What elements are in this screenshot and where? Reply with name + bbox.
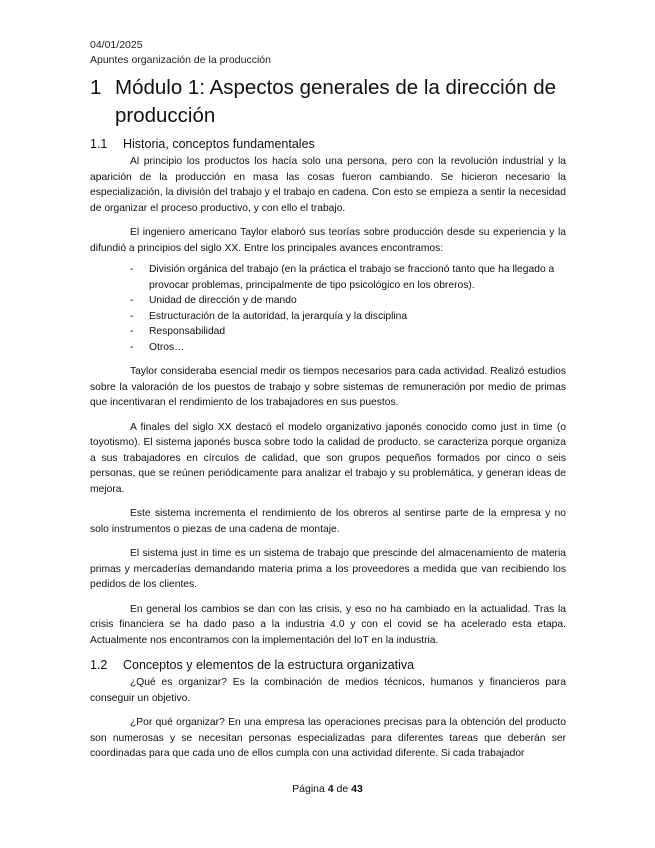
bullet-list — [90, 262, 566, 355]
dash-bullet-icon: - — [130, 310, 134, 322]
footer-label: Página — [292, 783, 325, 795]
paragraph: El ingeniero americano Taylor elaboró sus teorías sobre producción desde su experiencia y la difundió a principios del siglo XX. Entre los principales avances encontramos: — [90, 227, 566, 254]
section-1-2-heading — [90, 657, 566, 673]
section-1-2-title: Conceptos y elementos de la estructura organizativa — [123, 658, 415, 672]
section-1-heading — [90, 74, 566, 130]
header-title: Apuntes organización de la producción — [90, 54, 271, 66]
paragraph: A finales del siglo XX destacó el modelo organizativo japonés conocido como just in time (o toyotismo). El sistema japonés busca sobre todo la calidad de producto. se caracteriza porque organiza a sus trabajadores en círculos de calidad, que son grupos pequeños formados por cinco o seis personas, que se reúnen periódicamente para analizar el trabajo y su problemática, y generan ideas de mejora. — [90, 421, 566, 495]
footer-total-pages: 43 — [351, 783, 363, 795]
dash-bullet-icon: - — [130, 341, 134, 353]
dash-bullet-icon: - — [130, 295, 134, 306]
footer-current-page: 4 — [327, 783, 334, 795]
section-1-title: Módulo 1: Aspectos generales de la dirección de producción — [115, 76, 557, 127]
list-item: - División orgánica del trabajo (en la práctica el trabajo se fraccionó tanto que ha llegado a provocar problemas, principalmente de tipo psicológico en los obreros). — [130, 264, 555, 291]
paragraph: En general los cambios se dan con las crisis, y eso no ha cambiado en la actualidad. Tras la crisis financiera se ha dado paso a la industria 4.0 y con el covid se ha acelerado esta etapa. Actualmente nos encontramos con la implementación del IoT en la industria. — [90, 603, 566, 646]
page-content — [90, 74, 566, 771]
paragraph: Este sistema incrementa el rendimiento de los obreros al sentirse parte de la empresa y no solo instrumentos o piezas de una cadena de montaje. — [90, 508, 566, 535]
paragraph: Taylor consideraba esencial medir os tiempos necesarios para cada actividad. Realizó estudios sobre la valoración de los puestos de trabajo y sobre sistemas de remuneración por medio de primas que incentivaran el rendimiento de los trabajadores en sus puestos. — [90, 366, 566, 408]
list-item: - Responsabilidad — [90, 324, 566, 340]
page-header — [90, 38, 271, 68]
section-1-2-number: 1.2 — [90, 658, 108, 672]
paragraph: ¿Qué es organizar? Es la combinación de medios técnicos, humanos y financieros para conseguir un objetivo. — [90, 677, 566, 704]
section-1-1-heading — [90, 136, 566, 152]
section-1-1-title: Historia, conceptos fundamentales — [123, 137, 315, 151]
paragraph: El sistema just in time es un sistema de trabajo que prescinde del almacenamiento de materia primas y mercaderías demandando materia prima a los proveedores a medida que van recibiendo los pedidos de los clientes. — [90, 548, 566, 590]
list-item: - Otros… — [90, 340, 566, 356]
page-footer — [0, 783, 655, 795]
list-item: - Unidad de dirección y de mando — [90, 293, 566, 309]
list-item: - Estructuración de la autoridad, la jerarquía y la disciplina — [90, 309, 566, 325]
paragraph: ¿Por qué organizar? En una empresa las operaciones precisas para la obtención del producto son numerosas y se necesitan personas especializadas para diferentes tareas que deberán ser coordinadas para que cada uno de ellos cumpla con una actividad diferente. Si cada trabajador — [90, 717, 566, 759]
section-1-1-number: 1.1 — [90, 137, 108, 151]
section-1-number: 1 — [90, 76, 102, 99]
dash-bullet-icon: - — [130, 264, 134, 275]
dash-bullet-icon: - — [130, 326, 134, 337]
footer-of: de — [336, 783, 349, 795]
paragraph: Al principio los productos los hacía solo una persona, pero con la revolución industrial y la aparición de la producción en masa las cosas fueron cambiando. Se hicieron necesario la especialización, la división del trabajo y el trabajo en cadena. Con esto se empieza a sentir la necesidad de organizar el proceso productivo, y con ello el trabajo. — [90, 156, 566, 214]
header-date: 04/01/2025 — [90, 39, 143, 51]
